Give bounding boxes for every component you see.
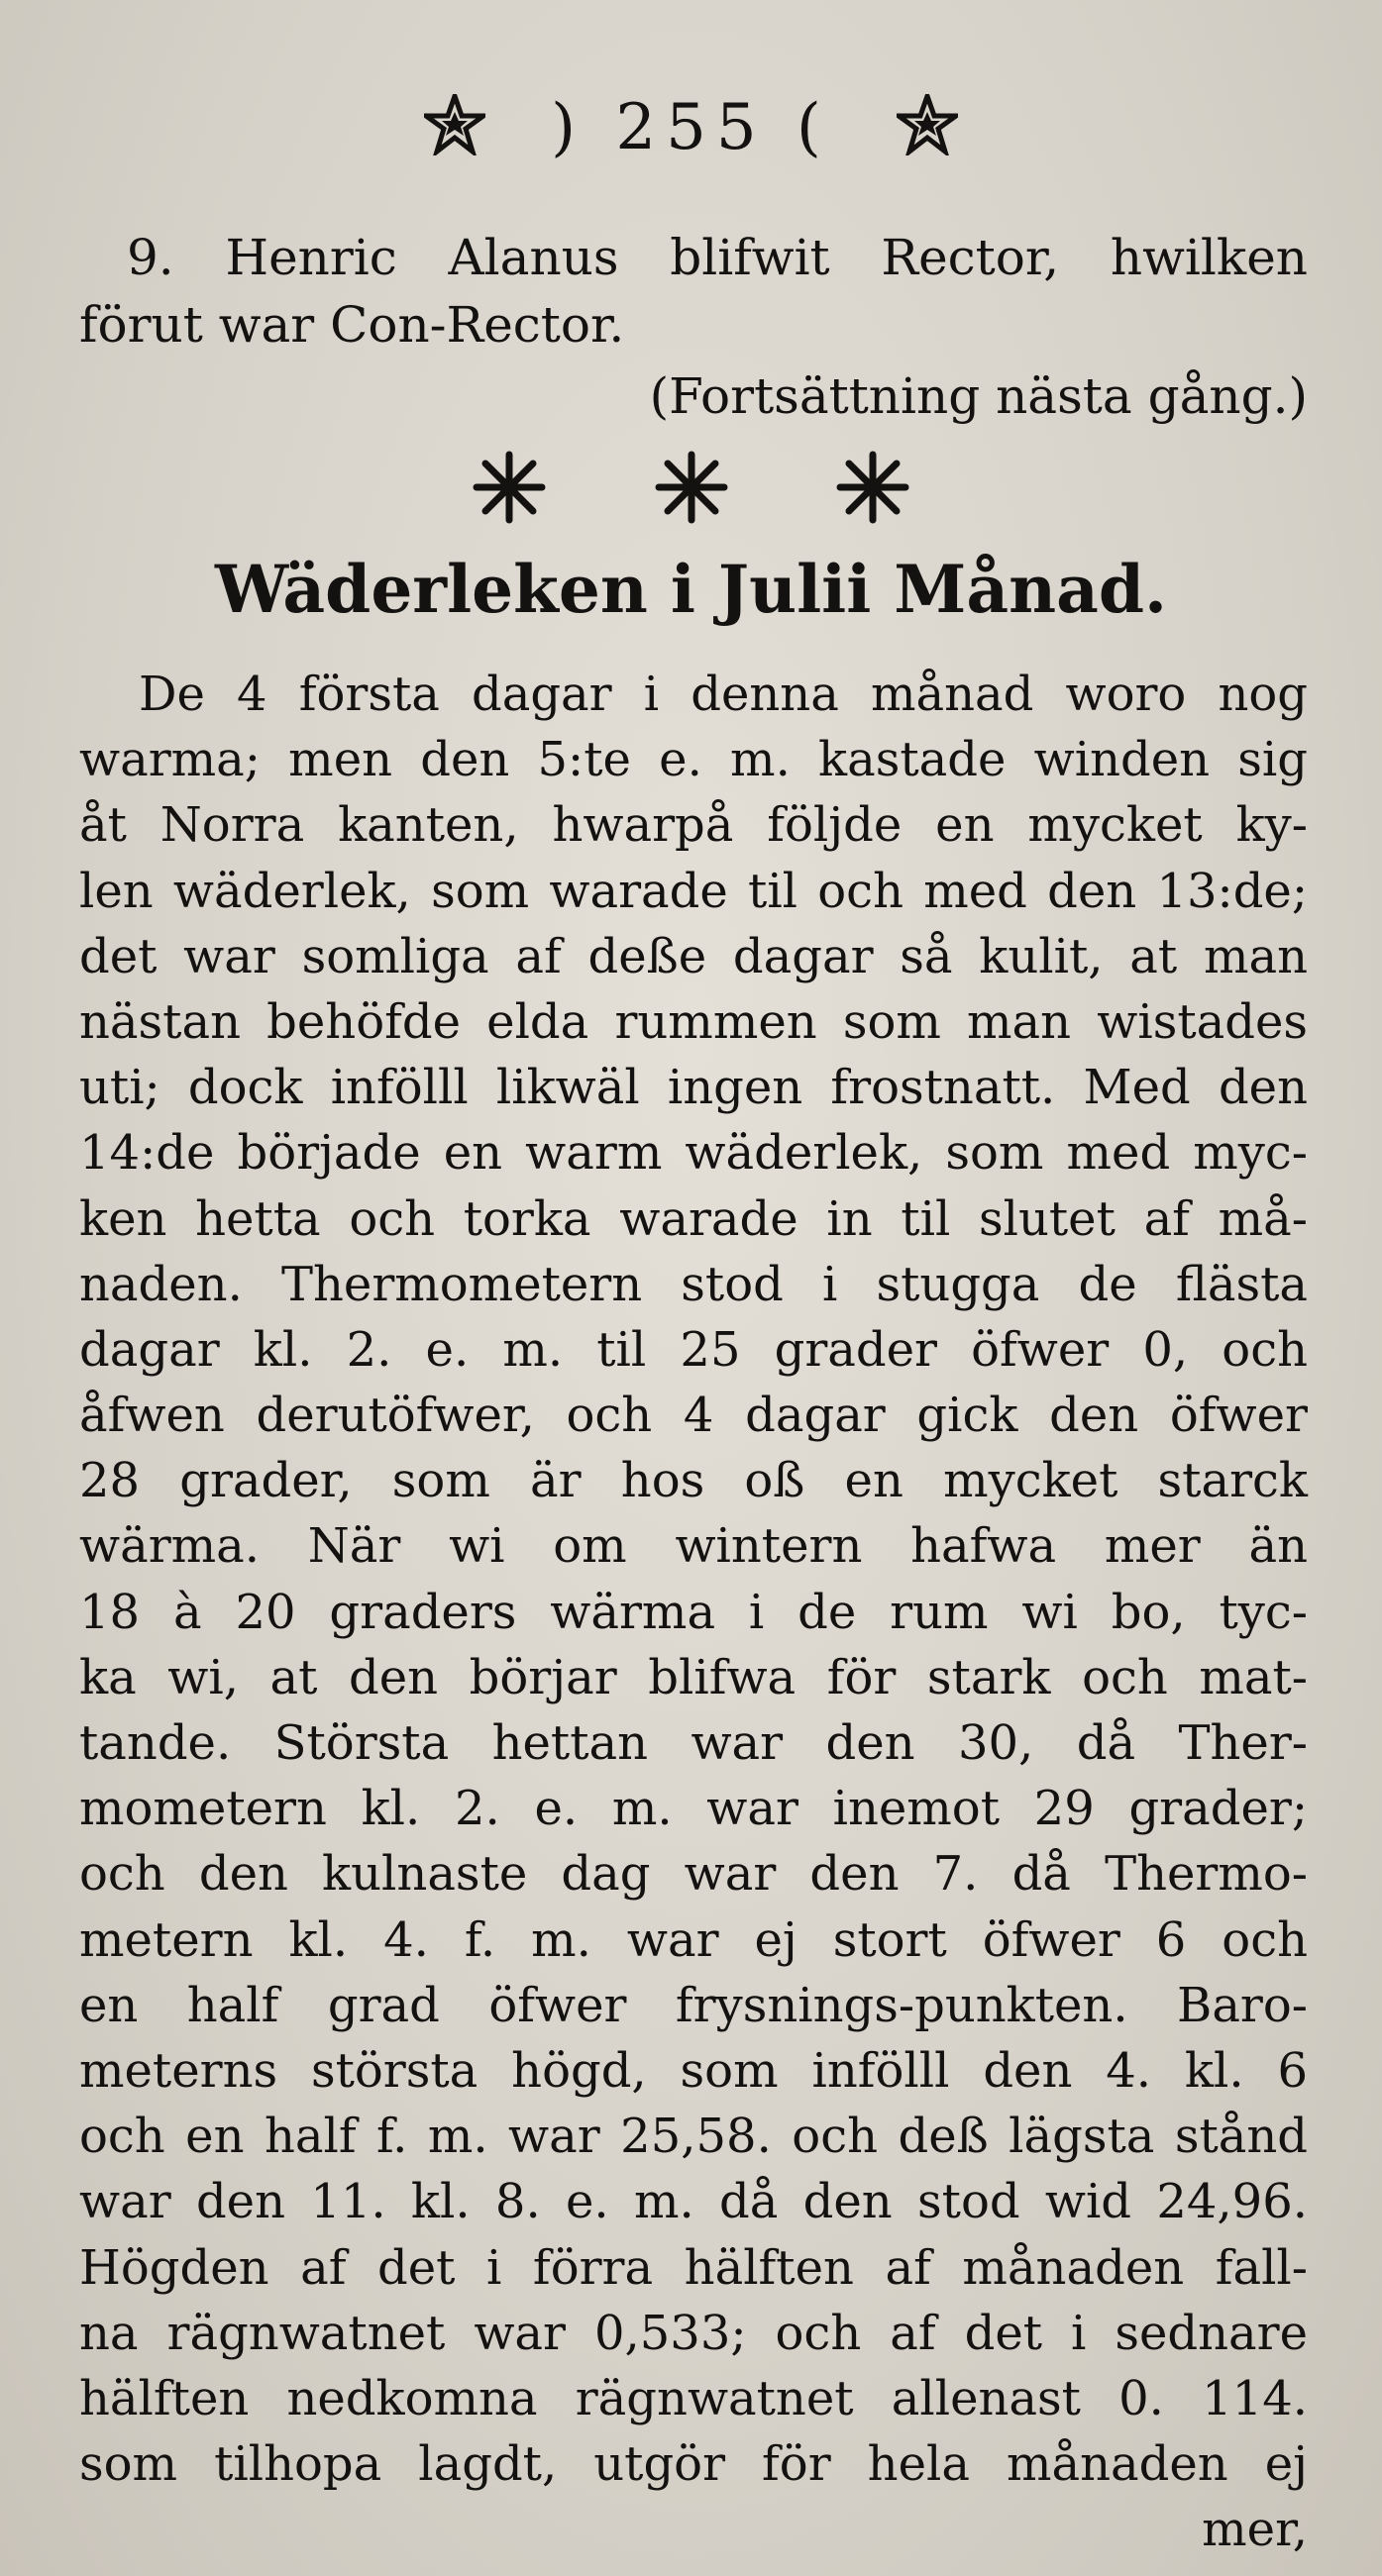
text-line: len wäderlek, som warade til och med den 13:de; bbox=[79, 863, 1308, 919]
text-line: De 4 första dagar i denna månad woro nog bbox=[139, 667, 1308, 722]
text-line: nästan behöfde elda rummen som man wistades bbox=[79, 993, 1308, 1050]
text-line: som tilhopa lagdt, utgör för hela månaden ej bbox=[79, 2436, 1308, 2493]
text-line: na rägnwatnet war 0,533; och af det i sednare bbox=[79, 2305, 1308, 2361]
item-line-2: förut war Con-Rector. bbox=[79, 296, 625, 354]
page-number: ) 255 ( bbox=[551, 91, 831, 164]
asterisk-ornament-icon bbox=[473, 451, 546, 524]
continuation-note: (Fortsättning nästa gång.) bbox=[649, 367, 1308, 425]
text-line: åt Norra kanten, hwarpå följde en mycket ky- bbox=[79, 797, 1308, 854]
text-line: war den 11. kl. 8. e. m. då den stod wid 24,96. bbox=[79, 2174, 1308, 2230]
text-line: ken hetta och torka warade in til slutet af må- bbox=[79, 1190, 1308, 1247]
text-line: hälften nedkomna rägnwatnet allenast 0. 114. bbox=[79, 2370, 1308, 2426]
star-ornament-icon bbox=[897, 94, 958, 171]
text-line: 14:de började en warm wäderlek, som med myc- bbox=[79, 1125, 1308, 1182]
text-line: dagar kl. 2. e. m. til 25 grader öfwer 0, och bbox=[79, 1321, 1308, 1378]
text-line: wärma. När wi om wintern hafwa mer än bbox=[79, 1518, 1308, 1575]
section-body bbox=[79, 662, 1308, 2562]
item-line-1: 9. Henric Alanus blifwit Rector, hwilken bbox=[127, 229, 1308, 286]
section-divider bbox=[0, 451, 1382, 528]
text-line: ka wi, at den börjar blifwa för stark och mat- bbox=[79, 1649, 1308, 1705]
text-line: det war somliga af deße dagar så kulit, at man bbox=[79, 928, 1308, 984]
asterisk-ornament-icon bbox=[836, 451, 909, 524]
text-line: 28 grader, som är hos oß en mycket starck bbox=[79, 1453, 1308, 1509]
star-ornament-icon bbox=[424, 94, 485, 171]
text-line: 18 à 20 graders wärma i de rum wi bo, tyc- bbox=[79, 1584, 1308, 1640]
asterisk-ornament-icon bbox=[655, 451, 728, 524]
catchword: mer, bbox=[1202, 2502, 1308, 2558]
text-line: mometern kl. 2. e. m. war inemot 29 grader; bbox=[79, 1781, 1308, 1837]
section-title: Wäderleken i Julii Månad. bbox=[215, 551, 1167, 628]
page-header bbox=[0, 91, 1382, 171]
text-line: tande. Största hettan war den 30, då Ther- bbox=[79, 1715, 1308, 1771]
text-line: och en half f. m. war 25,58. och deß lägsta stånd bbox=[79, 2109, 1308, 2165]
text-line: åfwen derutöfwer, och 4 dagar gick den öfwer bbox=[79, 1388, 1308, 1444]
text-line: meterns största högd, som infölll den 4. kl. 6 bbox=[79, 2042, 1308, 2099]
text-line: metern kl. 4. f. m. war ej stort öfwer 6 och bbox=[79, 1911, 1308, 1968]
text-line: Högden af det i förra hälften af månaden fall- bbox=[79, 2239, 1308, 2296]
text-line: en half grad öfwer frysnings-punkten. Baro- bbox=[79, 1977, 1308, 2033]
text-line: uti; dock infölll likwäl ingen frostnatt. Med den bbox=[79, 1060, 1308, 1116]
text-line: warma; men den 5:te e. m. kastade winden sig bbox=[79, 732, 1308, 788]
text-line: och den kulnaste dag war den 7. då Thermo- bbox=[79, 1846, 1308, 1903]
text-line: naden. Thermometern stod i stugga de flästa bbox=[79, 1256, 1308, 1312]
